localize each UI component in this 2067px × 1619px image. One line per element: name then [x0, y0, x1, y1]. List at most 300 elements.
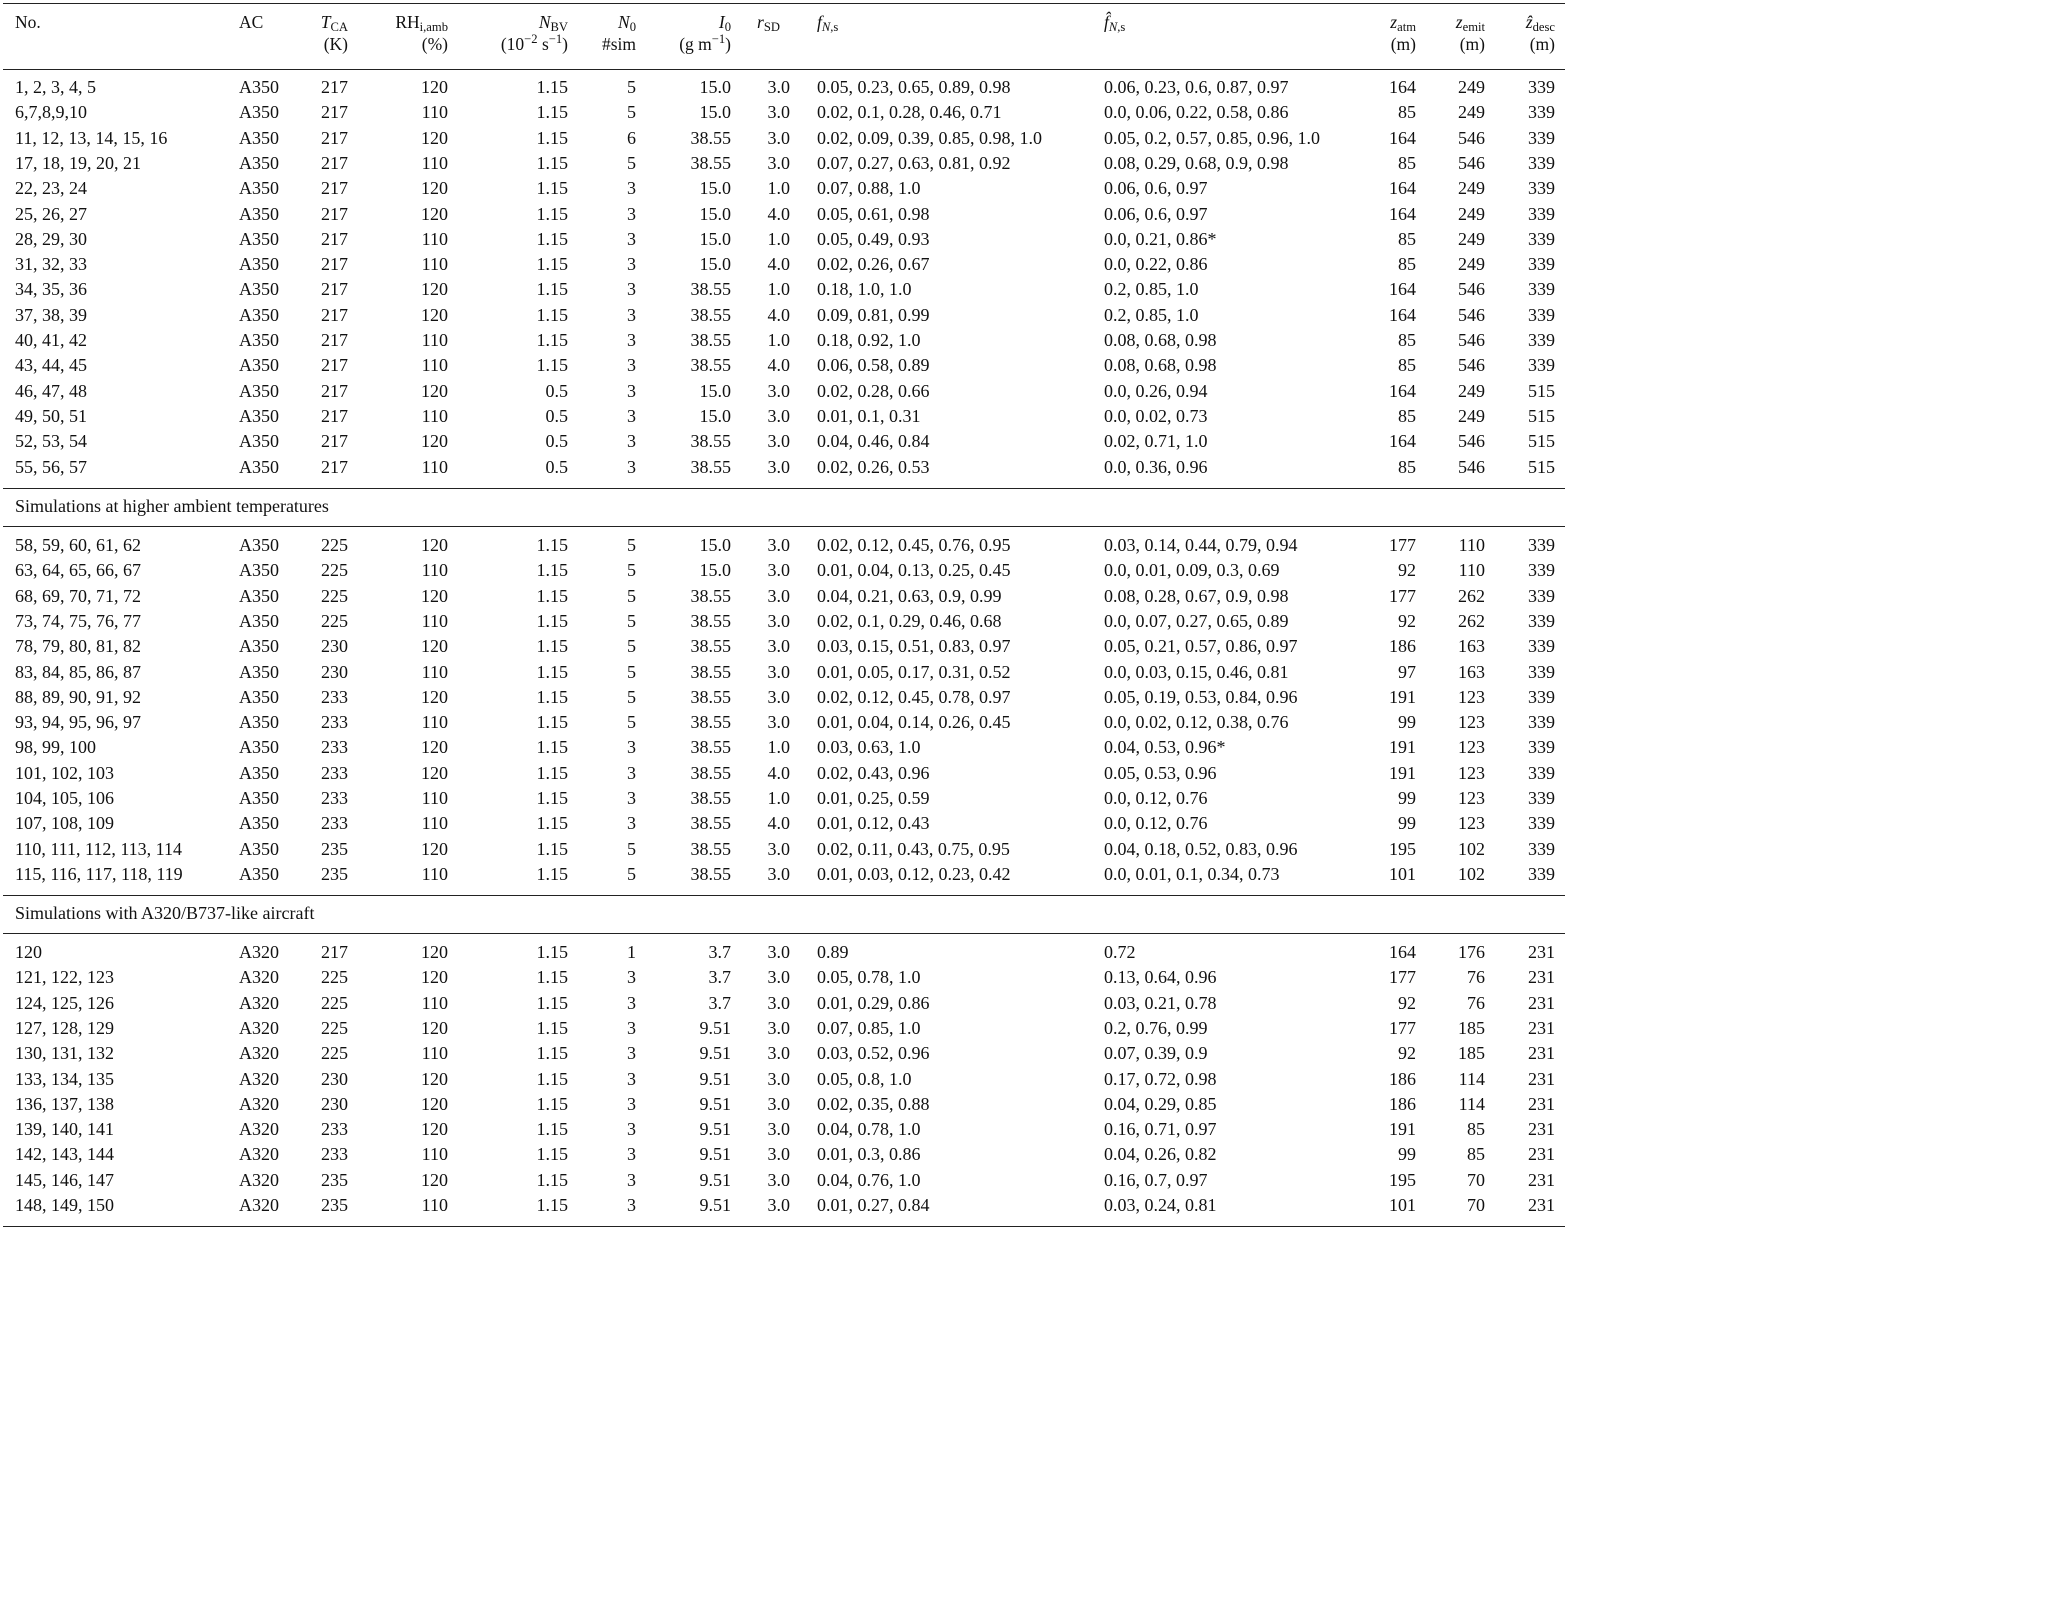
cell-n0: 3 [627, 330, 636, 350]
cell-z-emit: 123 [1458, 788, 1485, 808]
cell-z-emit: 249 [1458, 254, 1485, 275]
cell-r-sd: 4.0 [767, 762, 790, 783]
header-rsd [757, 11, 780, 33]
table-row [0, 176, 1568, 201]
cell-z-desc: 515 [1528, 431, 1555, 452]
cell-f-hat-n-s: 0.06, 0.6, 0.97 [1104, 203, 1208, 224]
cell-n-bv: 1.15 [536, 1195, 568, 1215]
header-n0-subscript: 0 [629, 20, 636, 35]
cell-aircraft: A320 [239, 1144, 279, 1165]
cell-n0: 3 [627, 228, 636, 249]
cell-rh-i-amb: 110 [421, 610, 448, 631]
header-fhat-symbol: f̂ [1104, 12, 1109, 32]
table-row [0, 761, 1568, 786]
cell-n-bv: 1.15 [536, 1169, 568, 1190]
cell-n0: 3 [627, 1144, 636, 1165]
cell-n0: 3 [627, 1195, 636, 1215]
table-row [0, 1067, 1568, 1092]
cell-z-desc: 339 [1528, 355, 1555, 376]
table-row [0, 353, 1568, 378]
cell-n0: 3 [627, 1017, 636, 1038]
cell-f-hat-n-s: 0.04, 0.29, 0.85 [1104, 1093, 1217, 1114]
cell-z-atm: 191 [1389, 762, 1416, 783]
cell-rh-i-amb: 110 [421, 863, 448, 884]
cell-run-numbers: 68, 69, 70, 71, 72 [15, 585, 141, 606]
cell-z-emit: 102 [1458, 863, 1485, 884]
cell-run-numbers: 63, 64, 65, 66, 67 [15, 560, 141, 581]
cell-z-desc: 339 [1528, 102, 1555, 123]
cell-aircraft: A350 [239, 228, 279, 249]
cell-z-atm: 195 [1389, 1169, 1416, 1190]
cell-rh-i-amb: 120 [421, 1169, 448, 1190]
cell-z-emit: 163 [1458, 636, 1485, 657]
cell-t-ca: 233 [321, 1144, 348, 1165]
cell-rh-i-amb: 120 [421, 77, 448, 97]
cell-run-numbers: 115, 116, 117, 118, 119 [15, 863, 183, 884]
cell-t-ca: 235 [321, 1169, 348, 1190]
cell-f-hat-n-s: 0.04, 0.18, 0.52, 0.83, 0.96 [1104, 838, 1298, 859]
cell-rh-i-amb: 120 [421, 1017, 448, 1038]
cell-f-hat-n-s: 0.07, 0.39, 0.9 [1104, 1043, 1208, 1064]
cell-aircraft: A350 [239, 304, 279, 325]
cell-f-n-s: 0.02, 0.09, 0.39, 0.85, 0.98, 1.0 [817, 127, 1042, 148]
cell-i0: 38.55 [690, 279, 731, 300]
cell-aircraft: A350 [239, 737, 279, 758]
cell-t-ca: 225 [321, 992, 348, 1013]
cell-z-emit: 123 [1458, 737, 1485, 758]
cell-z-atm: 164 [1389, 77, 1416, 97]
cell-run-numbers: 139, 140, 141 [15, 1119, 114, 1140]
header-zemit-symbol: z [1455, 12, 1463, 32]
header-zdesc-subscript: desc [1532, 20, 1555, 35]
table-row [0, 1193, 1568, 1218]
table-top-rule [3, 3, 1565, 4]
cell-f-hat-n-s: 0.16, 0.7, 0.97 [1104, 1169, 1208, 1190]
cell-r-sd: 3.0 [767, 1144, 790, 1165]
cell-z-atm: 186 [1389, 1093, 1416, 1114]
cell-z-desc: 339 [1528, 661, 1555, 682]
cell-z-atm: 164 [1389, 942, 1416, 962]
cell-f-hat-n-s: 0.0, 0.03, 0.15, 0.46, 0.81 [1104, 661, 1289, 682]
cell-t-ca: 233 [321, 788, 348, 808]
header-zdesc-unit: (m) [1529, 34, 1555, 54]
cell-r-sd: 3.0 [767, 661, 790, 682]
cell-t-ca: 225 [321, 585, 348, 606]
cell-rh-i-amb: 120 [421, 686, 448, 707]
cell-f-n-s: 0.05, 0.49, 0.93 [817, 228, 930, 249]
cell-z-atm: 85 [1398, 330, 1416, 350]
cell-f-n-s: 0.18, 1.0, 1.0 [817, 279, 912, 300]
cell-z-emit: 249 [1458, 178, 1485, 199]
cell-n-bv: 1.15 [536, 1068, 568, 1089]
table-row [0, 379, 1568, 404]
cell-i0: 9.51 [699, 1119, 731, 1140]
cell-z-atm: 99 [1398, 813, 1416, 834]
cell-rh-i-amb: 110 [421, 1144, 448, 1165]
cell-t-ca: 217 [321, 127, 348, 148]
cell-z-emit: 85 [1467, 1119, 1485, 1140]
cell-n0: 3 [627, 1169, 636, 1190]
section-caption-higher-temperatures: Simulations at higher ambient temperatures [15, 496, 329, 516]
cell-t-ca: 233 [321, 712, 348, 733]
cell-run-numbers: 101, 102, 103 [15, 762, 114, 783]
header-fns-symbol: f [817, 12, 822, 32]
cell-r-sd: 3.0 [767, 1119, 790, 1140]
cell-i0: 15.0 [699, 405, 731, 426]
cell-n-bv: 1.15 [536, 254, 568, 275]
cell-f-n-s: 0.02, 0.35, 0.88 [817, 1093, 930, 1114]
cell-n-bv: 1.15 [536, 636, 568, 657]
cell-z-emit: 546 [1458, 304, 1485, 325]
cell-i0: 38.55 [690, 127, 731, 148]
cell-n0: 3 [627, 279, 636, 300]
cell-f-hat-n-s: 0.08, 0.28, 0.67, 0.9, 0.98 [1104, 585, 1289, 606]
table-row [0, 786, 1568, 811]
cell-n-bv: 0.5 [545, 431, 568, 452]
table-row [0, 634, 1568, 659]
cell-run-numbers: 120 [15, 942, 42, 962]
cell-f-n-s: 0.02, 0.12, 0.45, 0.76, 0.95 [817, 535, 1011, 555]
cell-z-atm: 85 [1398, 355, 1416, 376]
cell-rh-i-amb: 110 [421, 788, 448, 808]
cell-f-n-s: 0.04, 0.78, 1.0 [817, 1119, 921, 1140]
table-row [0, 558, 1568, 583]
header-zatm-symbol: z [1390, 12, 1398, 32]
cell-t-ca: 217 [321, 405, 348, 426]
cell-aircraft: A350 [239, 636, 279, 657]
header-no [15, 11, 41, 33]
header-n0-unit: #sim [601, 34, 636, 54]
cell-z-desc: 231 [1528, 1169, 1555, 1190]
cell-n-bv: 1.15 [536, 686, 568, 707]
cell-rh-i-amb: 120 [421, 1093, 448, 1114]
header-rhi-unit: (%) [421, 34, 448, 54]
cell-z-emit: 123 [1458, 813, 1485, 834]
cell-z-emit: 249 [1458, 77, 1485, 97]
cell-rh-i-amb: 110 [421, 560, 448, 581]
cell-t-ca: 230 [321, 636, 348, 657]
cell-z-atm: 99 [1398, 1144, 1416, 1165]
cell-f-hat-n-s: 0.2, 0.85, 1.0 [1104, 279, 1199, 300]
table-row [0, 837, 1568, 862]
cell-rh-i-amb: 110 [421, 102, 448, 123]
cell-z-atm: 101 [1389, 863, 1416, 884]
cell-f-hat-n-s: 0.0, 0.02, 0.12, 0.38, 0.76 [1104, 712, 1289, 733]
cell-z-atm: 191 [1389, 1119, 1416, 1140]
table-row [0, 735, 1568, 760]
cell-r-sd: 3.0 [767, 1093, 790, 1114]
cell-n0: 5 [627, 712, 636, 733]
cell-f-n-s: 0.05, 0.61, 0.98 [817, 203, 930, 224]
cell-r-sd: 3.0 [767, 967, 790, 988]
cell-aircraft: A350 [239, 178, 279, 199]
header-zatm [1366, 11, 1416, 55]
cell-r-sd: 3.0 [767, 712, 790, 733]
table-row [0, 940, 1568, 965]
cell-n-bv: 1.15 [536, 1144, 568, 1165]
cell-z-desc: 339 [1528, 838, 1555, 859]
header-i0-unit: (g $m^{-1}$) [679, 32, 731, 54]
cell-n-bv: 1.15 [536, 992, 568, 1013]
cell-f-n-s: 0.04, 0.76, 1.0 [817, 1169, 921, 1190]
cell-aircraft: A350 [239, 254, 279, 275]
cell-aircraft: A350 [239, 77, 279, 97]
cell-z-desc: 339 [1528, 152, 1555, 173]
cell-r-sd: 3.0 [767, 102, 790, 123]
cell-f-n-s: 0.09, 0.81, 0.99 [817, 304, 930, 325]
cell-z-desc: 339 [1528, 788, 1555, 808]
cell-z-emit: 262 [1458, 610, 1485, 631]
cell-run-numbers: 22, 23, 24 [15, 178, 87, 199]
table-row [0, 533, 1568, 558]
cell-n-bv: 1.15 [536, 942, 568, 962]
cell-i0: 38.55 [690, 838, 731, 859]
cell-r-sd: 4.0 [767, 304, 790, 325]
cell-n-bv: 1.15 [536, 967, 568, 988]
cell-r-sd: 3.0 [767, 942, 790, 962]
cell-t-ca: 230 [321, 661, 348, 682]
cell-rh-i-amb: 110 [421, 330, 448, 350]
header-zemit-subscript: emit [1462, 20, 1485, 35]
cell-t-ca: 217 [321, 279, 348, 300]
cell-z-emit: 123 [1458, 712, 1485, 733]
cell-t-ca: 217 [321, 178, 348, 199]
cell-n0: 5 [627, 77, 636, 97]
cell-z-desc: 231 [1528, 942, 1555, 962]
cell-f-hat-n-s: 0.17, 0.72, 0.98 [1104, 1068, 1217, 1089]
cell-z-desc: 339 [1528, 813, 1555, 834]
cell-z-atm: 186 [1389, 636, 1416, 657]
cell-t-ca: 217 [321, 254, 348, 275]
cell-f-n-s: 0.01, 0.12, 0.43 [817, 813, 930, 834]
cell-r-sd: 4.0 [767, 813, 790, 834]
cell-n0: 3 [627, 456, 636, 477]
cell-rh-i-amb: 110 [421, 712, 448, 733]
cell-run-numbers: 46, 47, 48 [15, 380, 87, 401]
cell-z-atm: 85 [1398, 228, 1416, 249]
cell-t-ca: 217 [321, 380, 348, 401]
cell-n0: 3 [627, 762, 636, 783]
cell-z-atm: 85 [1398, 152, 1416, 173]
cell-n0: 5 [627, 102, 636, 123]
cell-i0: 9.51 [699, 1017, 731, 1038]
cell-run-numbers: 6,7,8,9,10 [15, 102, 87, 123]
cell-aircraft: A320 [239, 1169, 279, 1190]
cell-z-emit: 546 [1458, 431, 1485, 452]
cell-aircraft: A350 [239, 431, 279, 452]
cell-run-numbers: 133, 134, 135 [15, 1068, 114, 1089]
cell-i0: 15.0 [699, 203, 731, 224]
cell-z-atm: 99 [1398, 788, 1416, 808]
cell-t-ca: 217 [321, 456, 348, 477]
cell-f-n-s: 0.01, 0.27, 0.84 [817, 1195, 930, 1215]
cell-rh-i-amb: 120 [421, 967, 448, 988]
cell-n0: 3 [627, 405, 636, 426]
cell-z-emit: 249 [1458, 405, 1485, 426]
cell-f-n-s: 0.01, 0.1, 0.31 [817, 405, 921, 426]
cell-n0: 5 [627, 585, 636, 606]
cell-z-atm: 164 [1389, 279, 1416, 300]
header-fhat: $f̂_{N,s}$ [1104, 12, 1126, 35]
cell-n-bv: 1.15 [536, 152, 568, 173]
cell-run-numbers: 127, 128, 129 [15, 1017, 114, 1038]
cell-n-bv: 1.15 [536, 661, 568, 682]
cell-run-numbers: 1, 2, 3, 4, 5 [15, 77, 96, 97]
cell-n-bv: 1.15 [536, 863, 568, 884]
cell-aircraft: A350 [239, 127, 279, 148]
cell-f-hat-n-s: 0.0, 0.21, 0.86* [1104, 228, 1217, 249]
header-nbv-symbol: N [538, 12, 551, 32]
cell-f-hat-n-s: 0.2, 0.85, 1.0 [1104, 304, 1199, 325]
cell-rh-i-amb: 120 [421, 304, 448, 325]
cell-z-desc: 231 [1528, 1144, 1555, 1165]
cell-n0: 3 [627, 1068, 636, 1089]
cell-aircraft: A320 [239, 1119, 279, 1140]
cell-aircraft: A350 [239, 838, 279, 859]
cell-r-sd: 3.0 [767, 560, 790, 581]
cell-n0: 3 [627, 178, 636, 199]
cell-f-hat-n-s: 0.0, 0.26, 0.94 [1104, 380, 1208, 401]
cell-z-emit: 546 [1458, 127, 1485, 148]
cell-z-emit: 546 [1458, 355, 1485, 376]
cell-r-sd: 3.0 [767, 636, 790, 657]
cell-i0: 15.0 [699, 535, 731, 555]
cell-z-atm: 85 [1398, 254, 1416, 275]
cell-z-emit: 546 [1458, 279, 1485, 300]
cell-i0: 15.0 [699, 380, 731, 401]
table-row [0, 328, 1568, 353]
cell-f-hat-n-s: 0.05, 0.2, 0.57, 0.85, 0.96, 1.0 [1104, 127, 1320, 148]
cell-n0: 3 [627, 967, 636, 988]
cell-z-atm: 177 [1389, 535, 1416, 555]
cell-run-numbers: 52, 53, 54 [15, 431, 87, 452]
cell-i0: 9.51 [699, 1169, 731, 1190]
table-row [0, 455, 1568, 480]
cell-z-desc: 339 [1528, 762, 1555, 783]
cell-n0: 6 [627, 127, 636, 148]
cell-n-bv: 1.15 [536, 1017, 568, 1038]
cell-r-sd: 3.0 [767, 838, 790, 859]
cell-r-sd: 1.0 [767, 228, 790, 249]
cell-i0: 15.0 [699, 560, 731, 581]
cell-z-atm: 164 [1389, 304, 1416, 325]
cell-z-atm: 97 [1398, 661, 1416, 682]
cell-i0: 38.55 [690, 636, 731, 657]
cell-z-emit: 114 [1458, 1093, 1485, 1114]
cell-z-atm: 99 [1398, 712, 1416, 733]
cell-n-bv: 0.5 [545, 405, 568, 426]
cell-f-hat-n-s: 0.05, 0.19, 0.53, 0.84, 0.96 [1104, 686, 1298, 707]
cell-n-bv: 1.15 [536, 330, 568, 350]
cell-run-numbers: 55, 56, 57 [15, 456, 87, 477]
cell-aircraft: A350 [239, 405, 279, 426]
cell-f-n-s: 0.04, 0.21, 0.63, 0.9, 0.99 [817, 585, 1002, 606]
cell-i0: 38.55 [690, 610, 731, 631]
cell-z-emit: 249 [1458, 380, 1485, 401]
cell-z-atm: 177 [1389, 585, 1416, 606]
cell-t-ca: 233 [321, 737, 348, 758]
cell-r-sd: 1.0 [767, 279, 790, 300]
cell-t-ca: 217 [321, 228, 348, 249]
cell-z-emit: 249 [1458, 228, 1485, 249]
cell-aircraft: A350 [239, 610, 279, 631]
cell-z-atm: 85 [1398, 405, 1416, 426]
cell-z-emit: 546 [1458, 456, 1485, 477]
cell-r-sd: 1.0 [767, 788, 790, 808]
cell-z-desc: 339 [1528, 863, 1555, 884]
cell-r-sd: 1.0 [767, 178, 790, 199]
cell-f-hat-n-s: 0.02, 0.71, 1.0 [1104, 431, 1208, 452]
cell-t-ca: 217 [321, 77, 348, 97]
cell-run-numbers: 104, 105, 106 [15, 788, 114, 808]
cell-z-desc: 339 [1528, 330, 1555, 350]
cell-run-numbers: 11, 12, 13, 14, 15, 16 [15, 127, 168, 148]
cell-run-numbers: 34, 35, 36 [15, 279, 87, 300]
cell-f-n-s: 0.02, 0.43, 0.96 [817, 762, 930, 783]
cell-r-sd: 3.0 [767, 1068, 790, 1089]
header-rhi [360, 11, 448, 55]
cell-i0: 38.55 [690, 456, 731, 477]
cell-rh-i-amb: 120 [421, 1119, 448, 1140]
header-rsd-subscript: SD [763, 20, 780, 35]
cell-z-emit: 85 [1467, 1144, 1485, 1165]
header-fns: $f_{N,s}$ [817, 12, 839, 35]
cell-aircraft: A350 [239, 380, 279, 401]
cell-run-numbers: 93, 94, 95, 96, 97 [15, 712, 141, 733]
cell-f-hat-n-s: 0.06, 0.6, 0.97 [1104, 178, 1208, 199]
cell-t-ca: 217 [321, 152, 348, 173]
cell-i0: 38.55 [690, 431, 731, 452]
cell-f-hat-n-s: 0.08, 0.29, 0.68, 0.9, 0.98 [1104, 152, 1289, 173]
cell-t-ca: 225 [321, 610, 348, 631]
cell-t-ca: 225 [321, 535, 348, 555]
table-row [0, 202, 1568, 227]
table-row [0, 252, 1568, 277]
cell-run-numbers: 49, 50, 51 [15, 405, 87, 426]
cell-z-desc: 231 [1528, 992, 1555, 1013]
cell-z-desc: 231 [1528, 1068, 1555, 1089]
cell-f-hat-n-s: 0.03, 0.21, 0.78 [1104, 992, 1217, 1013]
cell-aircraft: A320 [239, 1195, 279, 1215]
cell-n-bv: 1.15 [536, 1093, 568, 1114]
cell-f-hat-n-s: 0.05, 0.21, 0.57, 0.86, 0.97 [1104, 636, 1298, 657]
header-zemit [1430, 11, 1485, 55]
cell-t-ca: 233 [321, 813, 348, 834]
cell-n-bv: 1.15 [536, 279, 568, 300]
cell-z-emit: 546 [1458, 152, 1485, 173]
cell-f-n-s: 0.01, 0.04, 0.14, 0.26, 0.45 [817, 712, 1011, 733]
cell-t-ca: 230 [321, 1093, 348, 1114]
cell-t-ca: 217 [321, 942, 348, 962]
cell-n0: 3 [627, 431, 636, 452]
cell-aircraft: A350 [239, 863, 279, 884]
cell-run-numbers: 17, 18, 19, 20, 21 [15, 152, 141, 173]
cell-z-emit: 70 [1467, 1195, 1485, 1215]
cell-f-hat-n-s: 0.06, 0.23, 0.6, 0.87, 0.97 [1104, 77, 1289, 97]
cell-rh-i-amb: 120 [421, 535, 448, 555]
cell-t-ca: 233 [321, 686, 348, 707]
cell-z-desc: 339 [1528, 636, 1555, 657]
cell-z-atm: 101 [1389, 1195, 1416, 1215]
cell-run-numbers: 107, 108, 109 [15, 813, 114, 834]
cell-f-hat-n-s: 0.04, 0.53, 0.96* [1104, 737, 1226, 758]
table-row [0, 660, 1568, 685]
cell-t-ca: 217 [321, 304, 348, 325]
cell-t-ca: 230 [321, 1068, 348, 1089]
cell-rh-i-amb: 120 [421, 762, 448, 783]
cell-f-hat-n-s: 0.0, 0.07, 0.27, 0.65, 0.89 [1104, 610, 1289, 631]
cell-f-hat-n-s: 0.0, 0.12, 0.76 [1104, 813, 1208, 834]
